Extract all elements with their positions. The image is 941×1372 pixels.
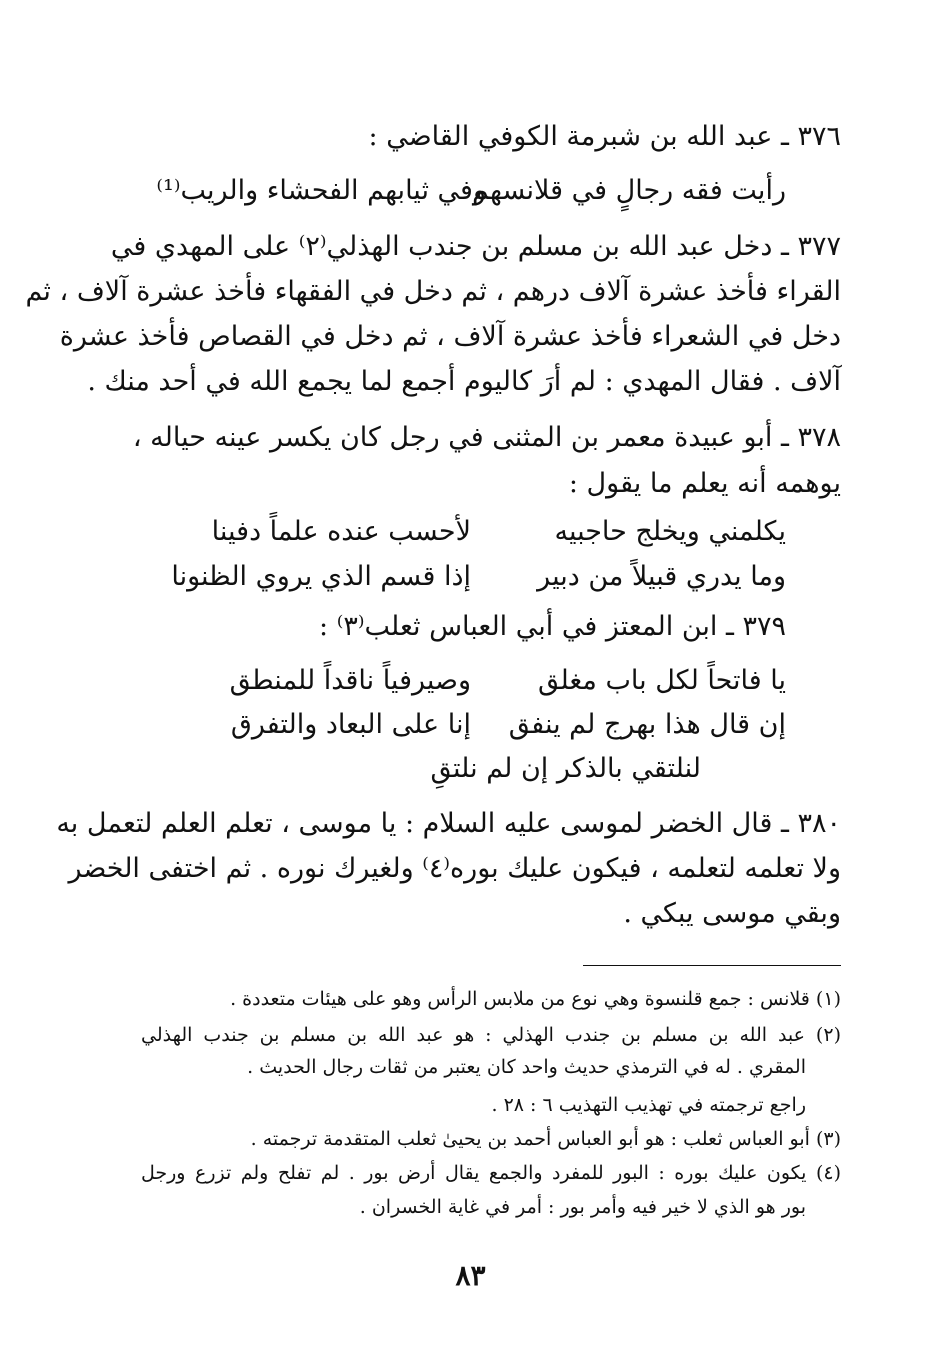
footnote-2-line-2: المقري . له في الترمذي حديث واحد كان يعتبر من ثقات رجال الحديث .	[247, 1056, 806, 1078]
entry-378-line-1: ٣٧٨ ـ أبو عبيدة معمر بن المثنى في رجل كان يكسر عينه حياله ،	[132, 422, 841, 453]
footnote-2-line-1: (٢) عبد الله بن مسلم بن جندب الهذلي : هو عبد الله بن مسلم بن جندب الهذلي	[141, 1024, 841, 1046]
verse-376-second-hemistich: وفي ثيابهم الفحشاء والريب⁽¹⁾	[156, 175, 486, 206]
verse-379a-second-hemistich: وصيرفياً ناقداً للمنطق	[229, 665, 471, 696]
entry-377-line-4: آلاف . فقال المهدي : لم أرَ كاليوم أجمع لما يجمع الله في أحد منك .	[87, 366, 841, 397]
entry-380-line-1: ٣٨٠ ـ قال الخضر لموسى عليه السلام : يا موسى ، تعلم العلم لتعمل به	[56, 808, 841, 839]
verse-379b-first-hemistich: إن قال هذا بهرج لم ينفق	[508, 709, 786, 740]
entry-378-line-2: يوهمه أنه يعلم ما يقول :	[568, 468, 841, 499]
verse-378b-second-hemistich: إذا قسم الذي يروي الظنونا	[171, 561, 471, 592]
footnote-4-line-2: بور هو الذي لا خير فيه وأمر بور : أمر في غاية الخسران .	[359, 1196, 806, 1218]
verse-379c-line: لنلتقي بالذكر إن لم نلتقِ	[430, 753, 701, 784]
footnote-2-line-3: راجع ترجمته في تهذيب التهذيب ٦ : ٢٨ .	[491, 1094, 806, 1116]
entry-377-line-2: القراء فأخذ عشرة آلاف درهم ، ثم دخل في الفقهاء فأخذ عشرة آلاف ، ثم	[25, 276, 841, 307]
verse-376-first-hemistich: رأيت فقه رجالٍ في قلانسهم	[472, 175, 786, 206]
footnote-4-line-1: (٤) يكون عليك بوره : البور للمفرد والجمع يقال أرض بور . لم تفلح ولم تزرع ورجل	[141, 1162, 841, 1184]
entry-380-line-3: وبقي موسى يبكي .	[623, 898, 841, 929]
entry-376-heading: ٣٧٦ ـ عبد الله بن شبرمة الكوفي القاضي :	[368, 121, 841, 152]
entry-379-heading: ٣٧٩ ـ ابن المعتز في أبي العباس ثعلب⁽٣⁾ :	[319, 611, 786, 642]
verse-379a-first-hemistich: يا فاتحاً لكل باب مغلق	[537, 665, 786, 696]
verse-379b-second-hemistich: إنا على البعاد والتفرق	[230, 709, 471, 740]
entry-377-line-1: ٣٧٧ ـ دخل عبد الله بن مسلم بن جندب الهذلي⁽٢⁾ على المهدي في	[110, 231, 841, 262]
page-number: ٨٣	[455, 1259, 486, 1292]
verse-378a-second-hemistich: لأحسب عنده علماً دفينا	[211, 516, 471, 547]
entry-380-line-2: ولا تعلمه لتعلمه ، فيكون عليك بوره⁽٤⁾ ولغيرك نوره . ثم اختفى الخضر	[68, 853, 841, 884]
footnote-1: (١) قلانس : جمع قلنسوة وهي نوع من ملابس الرأس وهو على هيئات متعددة .	[230, 988, 841, 1010]
verse-378b-first-hemistich: وما يدري قبيلاً من دبير	[537, 561, 786, 592]
verse-378a-first-hemistich: يكلمني ويخلج حاجبيه	[554, 516, 786, 547]
footnote-divider	[583, 965, 841, 966]
entry-377-line-3: دخل في الشعراء فأخذ عشرة آلاف ، ثم دخل في القصاص فأخذ عشرة	[59, 321, 841, 352]
footnote-3: (٣) أبو العباس ثعلب : هو أبو العباس أحمد بن يحيىٰ ثعلب المتقدمة ترجمته .	[250, 1128, 841, 1150]
